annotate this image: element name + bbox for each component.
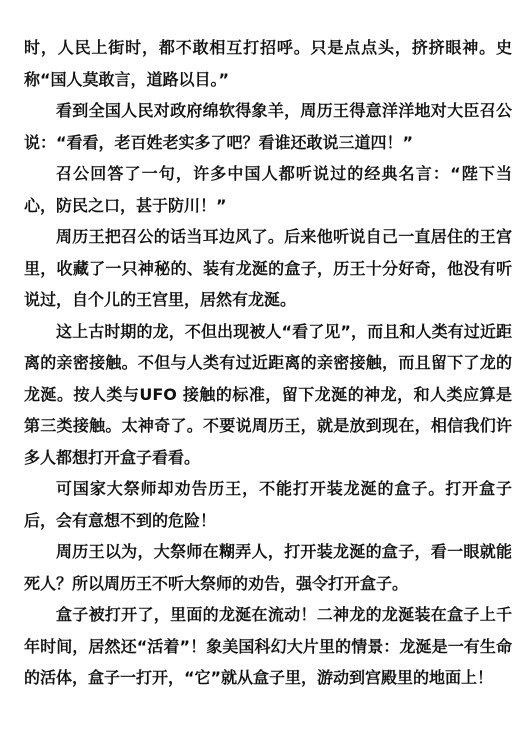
paragraph: 可国家大祭师却劝告历王，不能打开装龙涎的盒子。打开盒子后，会有意想不到的危险！ bbox=[24, 479, 512, 530]
paragraph-continued: 时，人民上街时，都不敢相互打招呼。只是点点头，挤挤眼神。史称“国人莫敢言，道路以目。” bbox=[24, 38, 512, 89]
body-text bbox=[24, 32, 512, 694]
paragraph: 看到全国人民对政府绵软得象羊，周历王得意洋洋地对大臣召公说：“看看，老百姓老实多了吧？看谁还敢说三道四！” bbox=[24, 101, 512, 152]
paragraph: 周历王以为，大祭师在糊弄人，打开装龙涎的盒子，看一眼就能死人？所以周历王不听大祭师的劝告，强令打开盒子。 bbox=[24, 542, 512, 593]
paragraph: 盒子被打开了，里面的龙涎在流动！二神龙的龙涎装在盒子上千年时间，居然还“活着”！象美国科幻大片里的情景：龙涎是一有生命的活体，盒子一打开，“它”就从盒子里，游动到宫殿里的地面上！ bbox=[24, 605, 512, 687]
paragraph: 周历王把召公的话当耳边风了。后来他听说自己一直居住的王宫里，收藏了一只神秘的、装有龙涎的盒子，历王十分好奇，他没有听说过，自个儿的王宫里，居然有龙涎。 bbox=[24, 227, 512, 309]
paragraph: 召公回答了一句，许多中国人都听说过的经典名言：“陛下当心，防民之口，甚于防川！” bbox=[24, 164, 512, 215]
paragraph: 这上古时期的龙，不但出现被人“看了见”，而且和人类有过近距离的亲密接触。不但与人类有过近距离的亲密接触，而且留下了龙的龙涎。按人类与UFO 接触的标准，留下龙涎的神龙，和人类应算是第三类接触。太神奇了。不要说周历王，就是放到现在，相信我们许多人都想打开盒子看看。 bbox=[24, 321, 512, 467]
